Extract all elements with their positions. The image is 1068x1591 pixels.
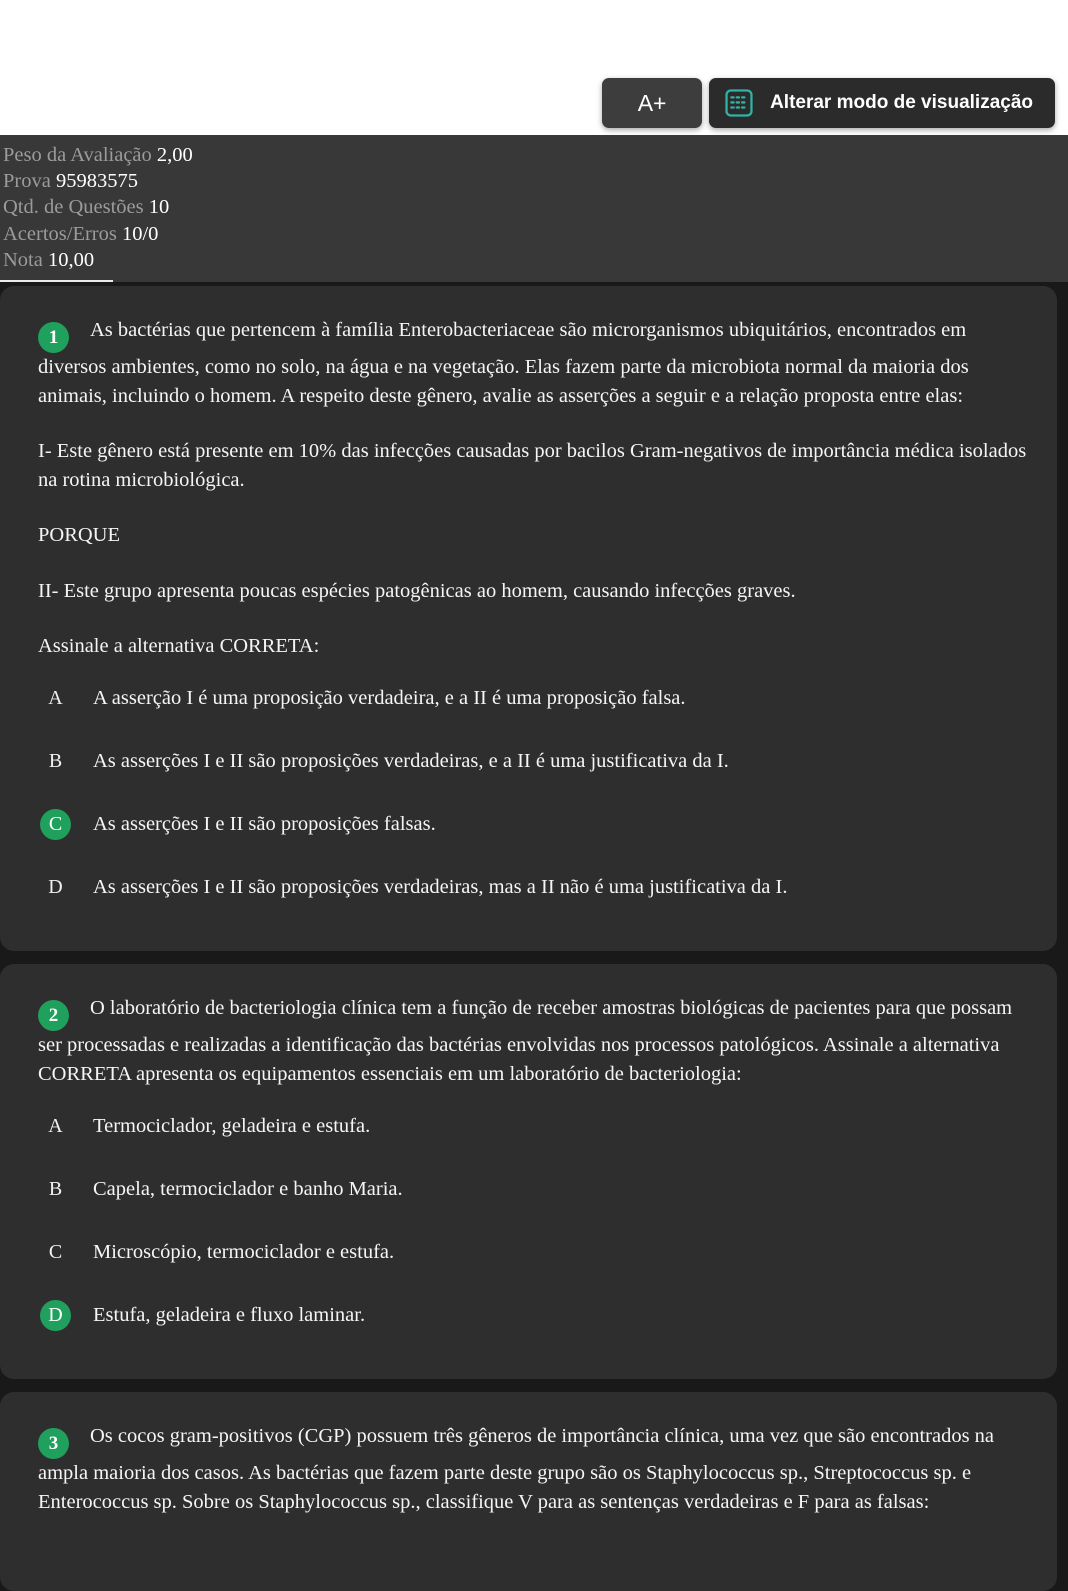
question-intro: As bactérias que pertencem à família Enterobacteriaceae são microrganismos ubiquitários, encontrados em diversos ambientes, como no solo, na água e na vegetação. Elas fazem parte da microbiota normal da maioria dos animais, incluindo o homem. A respeito deste gênero, avalie as asserções a seguir e a relação proposta entre elas: (38, 319, 969, 408)
summary-row (3, 194, 1068, 220)
option-letter: B (48, 749, 63, 772)
option-text: Termociclador, geladeira e estufa. (93, 1114, 371, 1137)
summary-value: 10 (148, 196, 170, 219)
view-mode-button-label: Alterar modo de visualização (770, 92, 1033, 113)
option-letter: B (48, 1178, 63, 1200)
option-text: Estufa, geladeira e fluxo laminar. (93, 1303, 366, 1326)
option-letter: C (40, 809, 71, 840)
question-number-badge: 1 (38, 322, 69, 353)
option-row-a[interactable] (40, 1111, 1027, 1142)
question-text (38, 316, 1027, 411)
question-number-badge: 3 (38, 1428, 69, 1459)
question-card-1 (0, 286, 1057, 951)
summary-row (3, 247, 1068, 273)
summary-label: Prova (3, 170, 51, 193)
question-card-2 (0, 964, 1057, 1379)
option-text: As asserções I e II são proposições verdadeiras, e a II é uma justificativa da I. (93, 749, 729, 772)
option-text: As asserções I e II são proposições verdadeiras, mas a II não é uma justificativa da I. (93, 875, 788, 898)
summary-label: Nota (3, 248, 43, 271)
exam-summary (0, 135, 1068, 282)
summary-value: 95983575 (55, 170, 138, 193)
option-row-c[interactable] (40, 809, 1027, 840)
summary-value: 10/0 (121, 222, 159, 245)
question-text (38, 1422, 1027, 1517)
option-letter: D (48, 875, 63, 898)
option-row-c[interactable] (40, 1237, 1027, 1268)
summary-row (3, 221, 1068, 247)
option-row-d[interactable] (40, 1300, 1027, 1331)
question-intro: Os cocos gram-positivos (CGP) possuem três gêneros de importância clínica, uma vez que são encontrados na ampla maioria dos casos. As bactérias que fazem parte deste grupo são os Staphylococcus sp., Streptococcus sp. e Enterococcus sp. Sobre os Staphylococcus sp., classifique V para as sentenças verdadeiras e F para as falsas: (38, 1425, 995, 1514)
question-text (38, 994, 1027, 1089)
summary-label: Peso da Avaliação (3, 144, 152, 166)
question-card-3 (0, 1392, 1057, 1591)
option-text: As asserções I e II são proposições falsas. (93, 812, 436, 835)
summary-value: 2,00 (156, 144, 193, 166)
option-letter: D (40, 1300, 71, 1331)
question-paragraph: Assinale a alternativa CORRETA: (38, 634, 320, 657)
option-text: Microscópio, termociclador e estufa. (93, 1240, 395, 1263)
question-intro: O laboratório de bacteriologia clínica tem a função de receber amostras biológicas de pacientes para que possam ser processadas e realizadas a identificação das bactérias envolvidas nos processos patológicos. Assinale a alternativa CORRETA apresenta os equipamentos essenciais em um laboratório de bacteriologia: (38, 996, 1013, 1085)
summary-row (3, 142, 1068, 168)
question-list (0, 282, 1068, 1591)
question-paragraph: I- Este gênero está presente em 10% das infecções causadas por bacilos Gram-negativos de importância médica isolados na rotina microbiológica. (38, 440, 1027, 492)
summary-row (3, 168, 1068, 194)
summary-divider (0, 280, 113, 282)
question-paragraph: II- Este grupo apresenta poucas espécies patogênicas ao homem, causando infecções graves. (38, 579, 796, 602)
view-mode-icon (721, 85, 757, 121)
font-size-button[interactable]: A+ (602, 78, 702, 128)
toolbar (0, 0, 1068, 135)
option-row-a[interactable] (40, 683, 1027, 714)
option-text: Capela, termociclador e banho Maria. (93, 1177, 403, 1200)
option-letter: A (48, 1115, 63, 1137)
view-mode-button[interactable] (709, 78, 1055, 128)
option-row-b[interactable] (40, 1174, 1027, 1205)
summary-label: Qtd. de Questões (3, 196, 144, 219)
option-row-d[interactable] (40, 872, 1027, 903)
question-paragraph: PORQUE (38, 524, 121, 547)
summary-label: Acertos/Erros (3, 222, 117, 245)
option-text: A asserção I é uma proposição verdadeira, e a II é uma proposição falsa. (93, 686, 686, 709)
option-row-b[interactable] (40, 746, 1027, 777)
options-list (38, 683, 1027, 903)
options-list (38, 1111, 1027, 1331)
option-letter: A (48, 686, 63, 709)
summary-value: 10,00 (47, 248, 95, 271)
question-number-badge: 2 (38, 1000, 69, 1031)
option-letter: C (48, 1241, 63, 1263)
